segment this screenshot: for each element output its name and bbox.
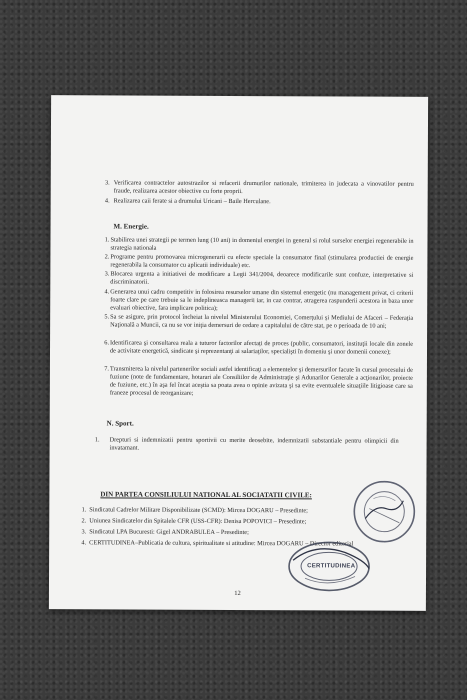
list-item-number: 3.: [104, 270, 110, 278]
list-item-text: Stabilirea unei strategii pe termen lung (10 ani) in domeniul energiei in general si rolul surselor energiei regenerabile in strategia nationala: [110, 236, 414, 252]
list-item-number: 1.: [104, 236, 110, 244]
section-heading-sport: N. Sport.: [106, 419, 134, 428]
list-item-text: Blocarea urgenta a initiativei de modificare a Legii 341/2004, deoarece modificarile sunt confuze, interpretative si discriminatorii.: [110, 270, 414, 286]
signatory-text: Sindicatul Cadrelor Militare Disponibilizate (SCMD): Mircea DOGARU – Presedinte;: [89, 506, 308, 515]
list-item-number: 2.: [104, 253, 110, 261]
list-item-number: 3.: [104, 179, 110, 187]
list-item-text: Identificarea şi consultarea reala a tuturor factorilor afectați de proces (public, consumatori, instituţii locale din zonele de activitate energetică, sindicate şi reprezentanţi ai salariaţilor, specialişti în domeniu şi unor domenii conexe);: [109, 339, 414, 356]
signatory-number: 2.: [81, 517, 87, 525]
list-item-text: Verificarea contractelor autostrazilor si refacerii drumurilor nationale, trimiterea in judecata a vinovatilor pentru fraude, realizarea acestor obiective cu forte proprii.: [113, 179, 414, 196]
list-item-number: 6.: [104, 339, 110, 347]
list-item-number: 4.: [104, 288, 110, 296]
signatory-text: Uniunea Sindicatelor din Spitalele CFR (USS-CFR): Denisa POPOVICI – Presedinte;: [89, 517, 307, 526]
list-item-number: 7.: [104, 365, 109, 373]
signatory-text: Sindicatul LPA Bucuresti: Gigel ANDRABULEA – Presedinte;: [89, 528, 249, 537]
signatory-number: 4.: [81, 539, 87, 547]
list-item-number: 1.: [94, 436, 100, 444]
list-item-text: Generarea unui cadru competitiv in folosirea resurselor umane din sistemul energetic (nu management privat, ci criterii foarte clare pe care trebuie sa le indeplineasca managerii iar, in caz contrar, atragerea raspunderii acestora in baza unor evaluari obiective, fara implicare politica);: [110, 288, 414, 313]
list-item-number: 4.: [104, 197, 110, 205]
list-item-text: Transmiterea la nivelul partenerilor sociali astfel identificaţi a elementelor şi demersurilor facute în cursul procesului de fuziune (note de fundamentare, hotarari ale Consiliilor de Administraţie şi Adunarilor Generale a acţionarilor, proiecte de fuziune, etc.) în aşa fel încat aceştia sa poata avea o opinie avizata şi sa evite eventualele situaţiile litigioase care sa franeze procesul de reorganizare;: [109, 365, 413, 398]
list-item-text: Programe pentru promovarea microgenerarii cu efecte speciale la consumator final (stimularea productiei de energie regenerabila la consumator cu aplicatii individuale) etc.: [110, 253, 414, 270]
section-heading-energie: M. Energie.: [113, 222, 149, 231]
list-item-text: Drepturi si indemnizatii pentru sportivii cu merite deosebite, indemnizatii substantiale pentru olimpicii din invatamant.: [109, 436, 399, 452]
signatory-number: 1.: [81, 506, 87, 514]
list-item-number: 5.: [104, 313, 110, 321]
certitudinea-stamp-label: CERTITUDINEA: [307, 563, 356, 570]
round-seal-stamp: [351, 478, 417, 544]
signatory-number: 3.: [81, 528, 87, 536]
page-number: 12: [234, 589, 241, 598]
list-item-text: Sa se asigure, prin protocol încheiat la nivelul Ministerului Economiei, Comerțului și Mediului de Afaceri – Federația Naţională a Muncii, ca nu se vor iniţia demersuri de cedare a capitalului de către stat, pe o perioada de 10 ani;: [110, 313, 414, 330]
document-page: [49, 95, 428, 611]
list-item-text: Realizarea caii ferate si a drumului Uricani – Baile Herculane.: [113, 197, 271, 206]
signatory-text: CERTITUDINEA–Publicatia de cultura, spiritualitate si atitudine: Mircea DOGARU – Director editorial: [89, 539, 354, 548]
signatories-heading: DIN PARTEA CONSILIULUI NATIONAL AL SOCIATATII CIVILE:: [100, 490, 312, 500]
